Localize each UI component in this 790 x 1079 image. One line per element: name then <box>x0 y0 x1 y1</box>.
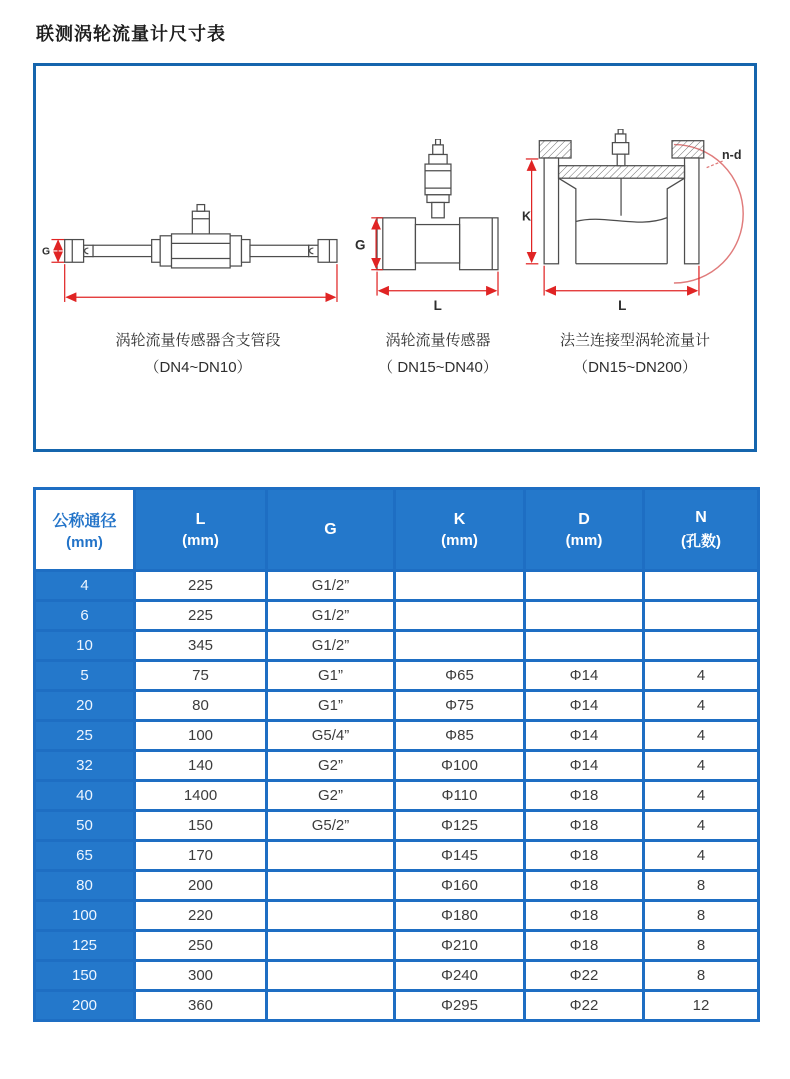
value-cell: 225 <box>135 601 267 631</box>
figure-row <box>36 66 754 449</box>
header-label: G <box>324 520 337 538</box>
value-cell: G2” <box>267 751 395 781</box>
value-cell: Φ65 <box>395 661 525 691</box>
value-cell: 8 <box>644 931 759 961</box>
value-cell: 4 <box>644 781 759 811</box>
header-N <box>644 489 759 571</box>
value-cell <box>644 601 759 631</box>
dn-cell: 4 <box>35 571 135 601</box>
value-cell: Φ14 <box>525 691 644 721</box>
value-cell: 80 <box>135 691 267 721</box>
value-cell: Φ180 <box>395 901 525 931</box>
value-cell <box>525 601 644 631</box>
table-row <box>35 991 759 1021</box>
dn-cell: 125 <box>35 931 135 961</box>
header-G <box>267 489 395 571</box>
dn-cell: 200 <box>35 991 135 1021</box>
header-label: K <box>453 510 466 528</box>
dim-label-l: L <box>433 298 442 313</box>
value-cell: Φ145 <box>395 841 525 871</box>
table-row <box>35 931 759 961</box>
table-row <box>35 661 759 691</box>
value-cell <box>267 871 395 901</box>
header-label: 公称通径 <box>52 513 117 530</box>
header-label: D <box>578 510 590 528</box>
table-header <box>35 489 759 571</box>
table-row <box>35 631 759 661</box>
value-cell <box>267 901 395 931</box>
dn-cell: 5 <box>35 661 135 691</box>
value-cell <box>525 631 644 661</box>
figure-flanged-meter <box>522 129 748 377</box>
table-row <box>35 871 759 901</box>
value-cell: G1/2” <box>267 571 395 601</box>
header-unit: (mm) <box>66 534 103 551</box>
dim-label-g: G <box>42 246 51 258</box>
header-L <box>135 489 267 571</box>
value-cell: 360 <box>135 991 267 1021</box>
page-title: 联测涡轮流量计尺寸表 <box>36 24 226 44</box>
value-cell: 8 <box>644 961 759 991</box>
header-unit: (mm) <box>182 531 219 549</box>
header-D <box>525 489 644 571</box>
figure-caption: 涡轮流量传感器含支管段 <box>115 332 281 349</box>
value-cell: 1400 <box>135 781 267 811</box>
table-row <box>35 811 759 841</box>
value-cell: G2” <box>267 781 395 811</box>
header-label: L <box>195 510 206 528</box>
dn-cell: 40 <box>35 781 135 811</box>
value-cell: Φ18 <box>525 871 644 901</box>
dn-cell: 150 <box>35 961 135 991</box>
dim-label-nd: n-d <box>722 147 742 162</box>
header-K <box>395 489 525 571</box>
table-row <box>35 571 759 601</box>
figure-sensor-with-branch-pipe <box>42 203 354 377</box>
value-cell: G1” <box>267 691 395 721</box>
header-row <box>35 489 759 571</box>
dn-cell: 32 <box>35 751 135 781</box>
dim-label-k: K <box>522 209 532 224</box>
figure-range: （DN15~DN200） <box>573 359 697 376</box>
value-cell: 8 <box>644 871 759 901</box>
table-row <box>35 961 759 991</box>
dn-cell: 100 <box>35 901 135 931</box>
value-cell: 150 <box>135 811 267 841</box>
value-cell: Φ100 <box>395 751 525 781</box>
value-cell: 140 <box>135 751 267 781</box>
header-unit: (孔数) <box>681 532 721 550</box>
value-cell: 4 <box>644 841 759 871</box>
value-cell: Φ18 <box>525 811 644 841</box>
value-cell <box>395 571 525 601</box>
dn-cell: 20 <box>35 691 135 721</box>
value-cell <box>267 961 395 991</box>
dn-cell: 25 <box>35 721 135 751</box>
value-cell: 225 <box>135 571 267 601</box>
dim-label-g: G <box>354 237 366 253</box>
dn-cell: 50 <box>35 811 135 841</box>
value-cell: 4 <box>644 811 759 841</box>
value-cell: G5/4” <box>267 721 395 751</box>
value-cell: Φ14 <box>525 751 644 781</box>
turbine-sensor-branch-diagram <box>42 203 354 313</box>
table-row <box>35 781 759 811</box>
value-cell: Φ110 <box>395 781 525 811</box>
turbine-sensor-diagram <box>354 139 522 313</box>
value-cell <box>267 991 395 1021</box>
value-cell: Φ210 <box>395 931 525 961</box>
value-cell <box>644 631 759 661</box>
value-cell <box>267 841 395 871</box>
value-cell: Φ240 <box>395 961 525 991</box>
value-cell: G1” <box>267 661 395 691</box>
table-row <box>35 901 759 931</box>
table-row <box>35 691 759 721</box>
figure-caption: 涡轮流量传感器 <box>385 332 491 349</box>
figure-turbine-sensor <box>354 139 522 377</box>
diagram-panel <box>33 63 757 452</box>
value-cell: Φ295 <box>395 991 525 1021</box>
value-cell: 4 <box>644 721 759 751</box>
flanged-meter-diagram <box>522 129 748 313</box>
value-cell: Φ22 <box>525 961 644 991</box>
value-cell: 300 <box>135 961 267 991</box>
value-cell: 8 <box>644 901 759 931</box>
value-cell: 345 <box>135 631 267 661</box>
value-cell: Φ14 <box>525 661 644 691</box>
value-cell: Φ125 <box>395 811 525 841</box>
table-row <box>35 841 759 871</box>
dn-cell: 10 <box>35 631 135 661</box>
value-cell: 75 <box>135 661 267 691</box>
value-cell: Φ18 <box>525 931 644 961</box>
header-unit: (mm) <box>565 531 603 549</box>
value-cell: G1/2” <box>267 631 395 661</box>
table-body <box>35 571 759 1021</box>
value-cell: 4 <box>644 751 759 781</box>
value-cell: Φ18 <box>525 901 644 931</box>
figure-caption: 法兰连接型涡轮流量计 <box>559 332 710 349</box>
value-cell <box>644 571 759 601</box>
value-cell: G5/2” <box>267 811 395 841</box>
value-cell <box>395 631 525 661</box>
header-unit: (mm) <box>441 531 478 549</box>
value-cell: 220 <box>135 901 267 931</box>
dn-cell: 80 <box>35 871 135 901</box>
value-cell: Φ18 <box>525 781 644 811</box>
value-cell: Φ75 <box>395 691 525 721</box>
value-cell: Φ22 <box>525 991 644 1021</box>
table-row <box>35 751 759 781</box>
figure-range: （ DN15~DN40） <box>378 359 498 376</box>
value-cell: 170 <box>135 841 267 871</box>
dimension-table <box>33 487 760 1022</box>
value-cell: G1/2” <box>267 601 395 631</box>
value-cell <box>395 601 525 631</box>
header-label: N <box>695 508 707 526</box>
figure-range: （DN4~DN10） <box>144 359 252 376</box>
value-cell: 4 <box>644 661 759 691</box>
dn-cell: 65 <box>35 841 135 871</box>
value-cell: Φ160 <box>395 871 525 901</box>
value-cell <box>267 931 395 961</box>
value-cell: Φ18 <box>525 841 644 871</box>
value-cell: Φ14 <box>525 721 644 751</box>
table-row <box>35 721 759 751</box>
value-cell <box>525 571 644 601</box>
value-cell: 250 <box>135 931 267 961</box>
dn-cell: 6 <box>35 601 135 631</box>
value-cell: 200 <box>135 871 267 901</box>
value-cell: 4 <box>644 691 759 721</box>
value-cell: 12 <box>644 991 759 1021</box>
table-row <box>35 601 759 631</box>
dim-label-l: L <box>618 297 627 313</box>
header-nominal-diameter <box>35 489 135 571</box>
value-cell: 100 <box>135 721 267 751</box>
value-cell: Φ85 <box>395 721 525 751</box>
